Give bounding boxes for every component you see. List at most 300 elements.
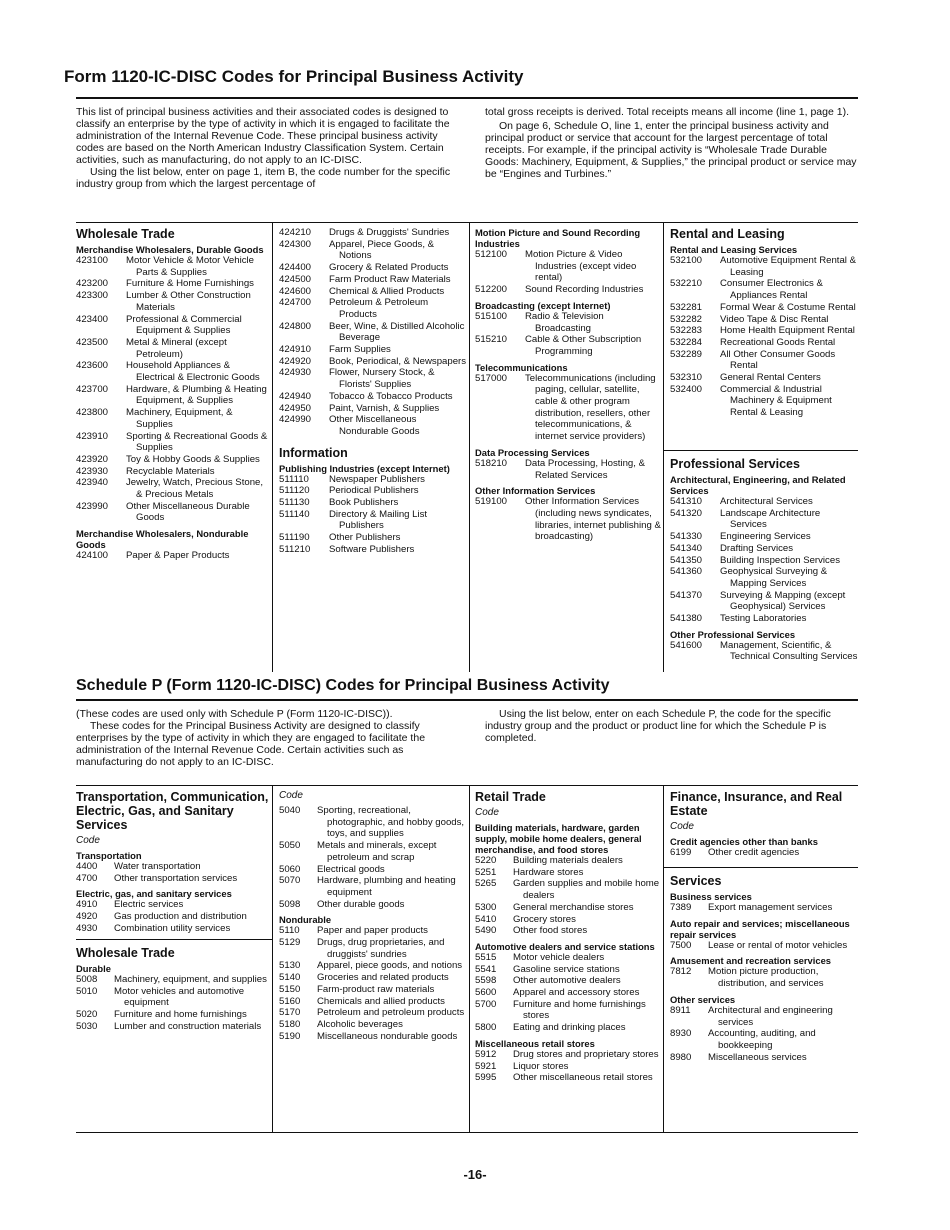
subsection-heading: Credit agencies other than banks: [670, 836, 818, 847]
table2-divider-5: [663, 867, 858, 868]
code-row: [475, 975, 661, 987]
activity-code: 423920: [76, 453, 109, 465]
activity-description: Paper & Paper Products: [126, 550, 230, 562]
activity-code: 541310: [670, 496, 703, 507]
activity-code: 5912: [475, 1048, 497, 1060]
activity-code: 5598: [475, 975, 497, 987]
activity-code: 532283: [670, 325, 703, 337]
code-row: [279, 925, 467, 937]
activity-description: Groceries and related products: [317, 972, 449, 984]
code-row: [475, 867, 661, 879]
activity-description: Lumber and construction materials: [114, 1020, 262, 1032]
activity-code: 515210: [475, 334, 508, 346]
activity-description: Recyclable Materials: [126, 465, 215, 477]
code-row: [279, 1031, 467, 1043]
subsection-heading: Building materials, hardware, garden supply, mobile home dealers, general merchandise, and food stores: [475, 822, 642, 855]
table2-divider-4: [76, 939, 272, 940]
activity-description: Hardware, plumbing and heating equipment: [317, 875, 456, 898]
activity-description: Automotive Equipment Rental & Leasing: [720, 255, 856, 278]
table1-top-rule: [76, 222, 858, 223]
activity-description: Petroleum and petroleum products: [317, 1007, 465, 1019]
code-row: [279, 367, 467, 390]
activity-description: Management, Scientific, & Technical Consulting Services: [720, 639, 858, 663]
activity-code: 8980: [670, 1051, 692, 1063]
activity-description: Engineering Services: [720, 531, 811, 543]
activity-code: 5170: [279, 1007, 301, 1019]
intro-left: [76, 106, 454, 190]
code-row: [670, 555, 858, 567]
activity-code: 7389: [670, 902, 692, 913]
activity-description: Data Processing, Hosting, & Related Services: [525, 457, 645, 481]
activity-code: 5220: [475, 855, 497, 866]
activity-description: Grocery & Related Products: [329, 262, 449, 274]
activity-code: 424100: [76, 550, 109, 562]
code-row: [475, 878, 661, 901]
activity-description: Other food stores: [513, 925, 588, 937]
code-row: [279, 544, 467, 556]
code-row: [279, 532, 467, 544]
activity-code: 532289: [670, 348, 703, 360]
table1-col2: [279, 227, 467, 667]
activity-code: 423940: [76, 477, 109, 489]
activity-description: Garden supplies and mobile home dealers: [513, 878, 660, 902]
subsection-heading: Miscellaneous retail stores: [475, 1037, 595, 1049]
activity-description: Liquor stores: [513, 1060, 569, 1072]
activity-description: Eating and drinking places: [513, 1022, 626, 1034]
activity-description: Sound Recording Industries: [525, 284, 644, 296]
activity-description: Furniture and home furnishings: [114, 1009, 247, 1021]
activity-code: 5410: [475, 913, 497, 925]
activity-code: 5921: [475, 1060, 497, 1072]
activity-description: Apparel and accessory stores: [513, 987, 640, 999]
code-row: [475, 902, 661, 914]
code-row: [279, 497, 467, 509]
activity-code: 5140: [279, 972, 301, 984]
activity-description: Book, Periodical, & Newspapers: [329, 355, 467, 367]
intro2-left: [76, 708, 454, 768]
activity-code: 423930: [76, 465, 109, 477]
activity-code: 424950: [279, 402, 312, 414]
activity-code: 424600: [279, 285, 312, 297]
activity-code: 5995: [475, 1072, 497, 1084]
activity-description: Hardware stores: [513, 866, 584, 878]
code-row: [279, 840, 467, 863]
activity-code: 541360: [670, 566, 703, 578]
activity-description: Drug stores and proprietary stores: [513, 1048, 659, 1060]
code-row: [76, 1009, 270, 1021]
code-row: [670, 966, 858, 989]
code-row: [76, 899, 270, 911]
subsection-heading: Transportation: [76, 850, 142, 861]
code-row: [76, 314, 270, 337]
subsection-heading: Telecommunications: [475, 361, 568, 373]
activity-description: Gasoline service stations: [513, 963, 620, 975]
activity-description: Household Appliances & Electrical & Electronic Goods: [126, 360, 260, 384]
table1-divider-3: [663, 222, 664, 672]
activity-description: Chemical & Allied Products: [329, 285, 445, 297]
subsection-heading: Auto repair and services; miscellaneous repair services: [670, 917, 850, 940]
intro-left-p2: Using the list below, enter on page 1, item B, the code number for the specific industry group from which the largest percentage of: [76, 166, 451, 190]
activity-description: Metal & Mineral (except Petroleum): [126, 336, 227, 360]
activity-description: Electric services: [114, 899, 184, 911]
activity-code: 8930: [670, 1028, 692, 1040]
activity-description: Motion picture production, distribution, and services: [708, 966, 824, 990]
code-row: [76, 911, 270, 923]
activity-code: 6199: [670, 847, 692, 858]
section-heading: Services: [670, 874, 722, 888]
activity-description: Tobacco & Tobacco Products: [329, 390, 453, 402]
code-row: [279, 864, 467, 876]
activity-description: Architectural Services: [720, 496, 813, 507]
code-row: [279, 403, 467, 415]
table2-divider-3: [663, 785, 664, 1132]
activity-description: Beer, Wine, & Distilled Alcoholic Beverage: [329, 320, 465, 344]
code-row: [475, 925, 661, 937]
code-row: [670, 496, 858, 508]
activity-code: 7812: [670, 966, 692, 978]
activity-description: Geophysical Surveying & Mapping Services: [720, 566, 828, 589]
intro-right-p1: total gross receipts is derived. Total receipts means all income (line 1, page 1).: [485, 106, 849, 118]
table1-divider-4: [663, 450, 858, 451]
code-row: [279, 274, 467, 286]
activity-code: 5600: [475, 987, 497, 999]
activity-description: Furniture and home furnishings stores: [513, 998, 646, 1022]
subsection-heading: Electric, gas, and sanitary services: [76, 888, 232, 900]
intro2-left-p2: These codes for the Principal Business Activity are designed to classify enterprises by the type of activity in which they are engaged to facilitate the administration of the Internal Revenue Code. Certain activities such as manufacturing do not apply to an IC-DISC.: [76, 720, 426, 768]
activity-code: 424940: [279, 390, 312, 402]
activity-description: Export management services: [708, 902, 833, 913]
activity-description: Other Publishers: [329, 532, 401, 544]
activity-description: Sporting, recreational, photographic, and hobby goods, toys, and supplies: [317, 805, 465, 840]
code-row: [670, 508, 858, 531]
table1-divider-2: [469, 222, 470, 672]
activity-code: 511190: [279, 532, 310, 544]
activity-code: 5251: [475, 866, 497, 878]
activity-code: 5098: [279, 898, 301, 910]
activity-description: Metals and minerals, except petroleum and scrap: [317, 840, 437, 863]
activity-description: Book Publishers: [329, 497, 399, 509]
activity-description: Surveying & Mapping (except Geophysical) Services: [720, 589, 846, 613]
code-row: [475, 1072, 661, 1084]
activity-description: Miscellaneous services: [708, 1051, 807, 1063]
activity-description: Consumer Electronics & Appliances Rental: [720, 278, 823, 302]
code-label: Code: [76, 835, 100, 846]
activity-code: 5110: [279, 925, 300, 937]
activity-code: 424930: [279, 367, 312, 379]
code-row: [475, 458, 661, 481]
section-heading: Professional Services: [670, 457, 800, 471]
activity-code: 423500: [76, 336, 109, 348]
activity-code: 424700: [279, 297, 312, 309]
activity-description: Combination utility services: [114, 922, 231, 934]
activity-code: 7500: [670, 939, 692, 951]
activity-code: 518210: [475, 457, 508, 469]
activity-description: Motion Picture & Video Industries (except video rental): [525, 249, 637, 284]
activity-code: 5040: [279, 805, 301, 816]
activity-description: Toy & Hobby Goods & Supplies: [126, 453, 260, 465]
table2-col4-services: [670, 874, 858, 1130]
code-row: [670, 349, 858, 372]
activity-code: 5020: [76, 1009, 98, 1021]
table1-col4-professional: [670, 457, 858, 672]
activity-code: 541350: [670, 554, 703, 566]
activity-description: Drafting Services: [720, 542, 794, 554]
code-row: [475, 952, 661, 964]
activity-code: 5070: [279, 875, 301, 887]
activity-code: 424920: [279, 355, 312, 367]
code-row: [279, 391, 467, 403]
activity-code: 5010: [76, 985, 98, 997]
activity-code: 4920: [76, 911, 98, 923]
code-row: [76, 290, 270, 313]
code-row: [670, 902, 858, 914]
activity-code: 5515: [475, 951, 497, 963]
code-row: [670, 384, 858, 419]
intro-left-p1: This list of principal business activities and their associated codes is designed to classify an enterprise by the type of activity in which it is engaged to facilitate the administration of the Internal Revenue Code. These principal business activity codes are based on the North American Industry Classification System. Certain activities, such as manufacturing, do not apply to an IC-DISC.: [76, 106, 450, 166]
activity-description: Motor vehicles and automotive equipment: [114, 985, 245, 1009]
activity-description: Motor Vehicle & Motor Vehicle Parts & Supplies: [126, 255, 254, 278]
activity-description: Farm-product raw materials: [317, 983, 435, 995]
activity-description: Software Publishers: [329, 543, 415, 555]
code-row: [279, 297, 467, 320]
code-row: [76, 1021, 270, 1033]
subsection-heading: Motion Picture and Sound Recording Industries: [475, 227, 641, 249]
activity-code: 423700: [76, 383, 109, 395]
code-row: [76, 454, 270, 466]
activity-description: Video Tape & Disc Rental: [720, 313, 829, 325]
activity-description: Professional & Commercial Equipment & Supplies: [126, 313, 242, 337]
subsection-heading: Nondurable: [279, 914, 332, 926]
code-row: [670, 278, 858, 301]
code-row: [279, 984, 467, 996]
activity-description: Home Health Equipment Rental: [720, 325, 855, 337]
activity-code: 5265: [475, 878, 497, 890]
activity-description: Other Miscellaneous Durable Goods: [126, 500, 250, 524]
subsection-heading: Data Processing Services: [475, 446, 590, 458]
code-row: [475, 1022, 661, 1034]
code-row: [475, 496, 661, 543]
activity-code: 532400: [670, 383, 703, 395]
table2-bottom-rule: [76, 1132, 858, 1133]
section-heading: Rental and Leasing: [670, 227, 785, 241]
activity-code: 4930: [76, 922, 98, 934]
activity-code: 423800: [76, 407, 109, 419]
activity-description: Gas production and distribution: [114, 911, 247, 923]
activity-code: 532210: [670, 278, 703, 290]
intro2-left-p1: (These codes are used only with Schedule P (Form 1120-IC-DISC)).: [76, 708, 393, 720]
activity-description: Building materials dealers: [513, 855, 623, 866]
activity-description: General Rental Centers: [720, 372, 821, 384]
activity-code: 541370: [670, 589, 703, 601]
code-label: Code: [670, 821, 694, 832]
table1-col4-rental: [670, 227, 858, 447]
code-row: [279, 414, 467, 437]
table2-col1-transport: [76, 790, 270, 938]
activity-description: Hardware, & Plumbing & Heating Equipment, & Supplies: [126, 383, 267, 407]
code-row: [76, 501, 270, 524]
schedule-title-rule: [76, 699, 858, 701]
code-row: [475, 987, 661, 999]
code-row: [475, 373, 661, 443]
subsection-heading: Merchandise Wholesalers, Nondurable Goods: [76, 528, 249, 551]
activity-description: Apparel, piece goods, and notions: [317, 960, 463, 972]
activity-code: 511130: [279, 497, 310, 509]
activity-description: Other miscellaneous retail stores: [513, 1072, 653, 1084]
subsection-heading: Merchandise Wholesalers, Durable Goods: [76, 244, 264, 255]
schedule-title: Schedule P (Form 1120-IC-DISC) Codes for Principal Business Activity: [76, 677, 610, 694]
section-heading: Transportation, Communication, Electric, Gas, and Sanitary Services: [76, 790, 269, 832]
activity-code: 5700: [475, 998, 497, 1010]
activity-code: 541600: [670, 639, 703, 651]
activity-description: Lumber & Other Construction Materials: [126, 290, 251, 313]
code-row: [475, 1049, 661, 1061]
title-rule: [76, 97, 858, 99]
code-row: [475, 999, 661, 1022]
table1-col3: [475, 227, 661, 667]
activity-description: Periodical Publishers: [329, 485, 419, 497]
code-row: [76, 923, 270, 935]
activity-description: Cable & Other Subscription Programming: [525, 334, 642, 357]
activity-code: 532284: [670, 336, 703, 348]
intro-right: [485, 106, 860, 180]
table2-top-rule: [76, 785, 858, 786]
code-row: [279, 972, 467, 984]
activity-code: 532100: [670, 255, 703, 266]
activity-description: Jewelry, Watch, Precious Stone, & Precious Metals: [126, 477, 264, 501]
activity-code: 423990: [76, 500, 109, 512]
code-row: [670, 1005, 858, 1028]
code-row: [279, 344, 467, 356]
code-row: [279, 485, 467, 497]
activity-code: 423100: [76, 255, 109, 266]
code-row: [670, 372, 858, 384]
activity-description: Other Miscellaneous Nondurable Goods: [329, 414, 420, 437]
subsection-heading: Broadcasting (except Internet): [475, 299, 611, 311]
activity-description: Chemicals and allied products: [317, 995, 445, 1007]
activity-description: Directory & Mailing List Publishers: [329, 508, 428, 532]
code-row: [279, 509, 467, 532]
code-row: [76, 550, 270, 562]
activity-description: Machinery, Equipment, & Supplies: [126, 407, 233, 430]
table1-col1: [76, 227, 270, 667]
code-row: [670, 847, 858, 859]
activity-code: 423400: [76, 313, 109, 325]
subsection-heading: Durable: [76, 963, 111, 974]
activity-code: 5490: [475, 925, 497, 937]
activity-code: 541380: [670, 613, 703, 625]
code-row: [76, 431, 270, 454]
code-row: [670, 255, 858, 278]
code-row: [670, 325, 858, 337]
activity-description: Farm Product Raw Materials: [329, 273, 451, 285]
activity-code: 424500: [279, 273, 312, 285]
activity-description: Paint, Varnish, & Supplies: [329, 402, 440, 414]
page-number: -16-: [463, 1167, 487, 1182]
code-row: [76, 466, 270, 478]
activity-code: 424990: [279, 414, 312, 426]
code-row: [279, 262, 467, 274]
activity-description: Paper and paper products: [317, 925, 428, 937]
activity-description: Furniture & Home Furnishings: [126, 278, 254, 290]
activity-code: 512200: [475, 284, 508, 296]
code-row: [670, 531, 858, 543]
activity-description: Alcoholic beverages: [317, 1018, 403, 1030]
code-row: [670, 613, 858, 625]
activity-code: 8911: [670, 1004, 691, 1016]
code-row: [279, 960, 467, 972]
activity-code: 532281: [670, 301, 703, 313]
activity-description: Testing Laboratories: [720, 613, 807, 625]
activity-code: 532282: [670, 313, 703, 325]
activity-code: 424800: [279, 320, 312, 332]
activity-code: 5129: [279, 937, 301, 949]
activity-code: 515100: [475, 310, 508, 322]
activity-description: Water transportation: [114, 861, 201, 872]
code-row: [279, 227, 467, 239]
subsection-heading: Publishing Industries (except Internet): [279, 462, 450, 474]
subsection-heading: Business services: [670, 891, 752, 902]
activity-description: Other Information Services (including news syndicates, libraries, internet publishing & broadcasting): [525, 496, 661, 543]
section-heading: Retail Trade: [475, 790, 546, 804]
code-row: [475, 249, 661, 284]
subsection-heading: Other services: [670, 993, 736, 1005]
activity-code: 541340: [670, 542, 703, 554]
activity-code: 5800: [475, 1022, 497, 1034]
activity-code: 517000: [475, 372, 508, 384]
code-row: [475, 334, 661, 357]
activity-description: Apparel, Piece Goods, & Notions: [329, 238, 435, 262]
activity-description: Formal Wear & Costume Rental: [720, 301, 856, 313]
activity-code: 5150: [279, 983, 301, 995]
code-row: [279, 239, 467, 262]
code-row: [76, 861, 270, 873]
code-row: [279, 996, 467, 1008]
activity-code: 5160: [279, 995, 301, 1007]
section-heading: Wholesale Trade: [76, 946, 175, 960]
intro2-right-p1: Using the list below, enter on each Schedule P, the code for the specific industry group and the product or product line for which the Schedule P is completed.: [485, 708, 831, 744]
code-row: [76, 986, 270, 1009]
activity-code: 5190: [279, 1030, 301, 1042]
intro-right-p2: On page 6, Schedule O, line 1, enter the principal business activity and principal product or service that account for the largest percentage of total receipts. For example, if the principal activity is “Wholesale Trade Durable Goods: Machinery, Equipment, & Supplies,” the principal product or service may be “Engines and Turbines.”: [485, 120, 857, 180]
activity-description: Grocery stores: [513, 913, 576, 925]
subsection-heading: Amusement and recreation services: [670, 955, 832, 967]
activity-description: Newspaper Publishers: [329, 473, 425, 485]
activity-description: Miscellaneous nondurable goods: [317, 1030, 458, 1042]
code-row: [475, 311, 661, 334]
activity-description: Lease or rental of motor vehicles: [708, 939, 848, 951]
activity-code: 5300: [475, 901, 497, 913]
code-row: [279, 286, 467, 298]
code-label: Code: [279, 790, 303, 801]
code-row: [670, 590, 858, 613]
activity-description: Drugs, drug proprietaries, and druggists' sundries: [317, 937, 445, 960]
activity-description: Other transportation services: [114, 872, 238, 884]
activity-description: Architectural and engineering services: [708, 1004, 833, 1028]
code-row: [670, 566, 858, 589]
code-row: [670, 337, 858, 349]
activity-description: Other automotive dealers: [513, 975, 621, 987]
activity-code: 511140: [279, 508, 310, 520]
activity-code: 423910: [76, 430, 109, 442]
subsection-heading: Rental and Leasing Services: [670, 244, 798, 255]
code-row: [670, 640, 858, 663]
code-row: [76, 255, 270, 278]
table2-divider-1: [272, 785, 273, 1132]
code-row: [279, 321, 467, 344]
code-row: [279, 1019, 467, 1031]
activity-code: 424210: [279, 227, 312, 238]
code-row: [475, 964, 661, 976]
